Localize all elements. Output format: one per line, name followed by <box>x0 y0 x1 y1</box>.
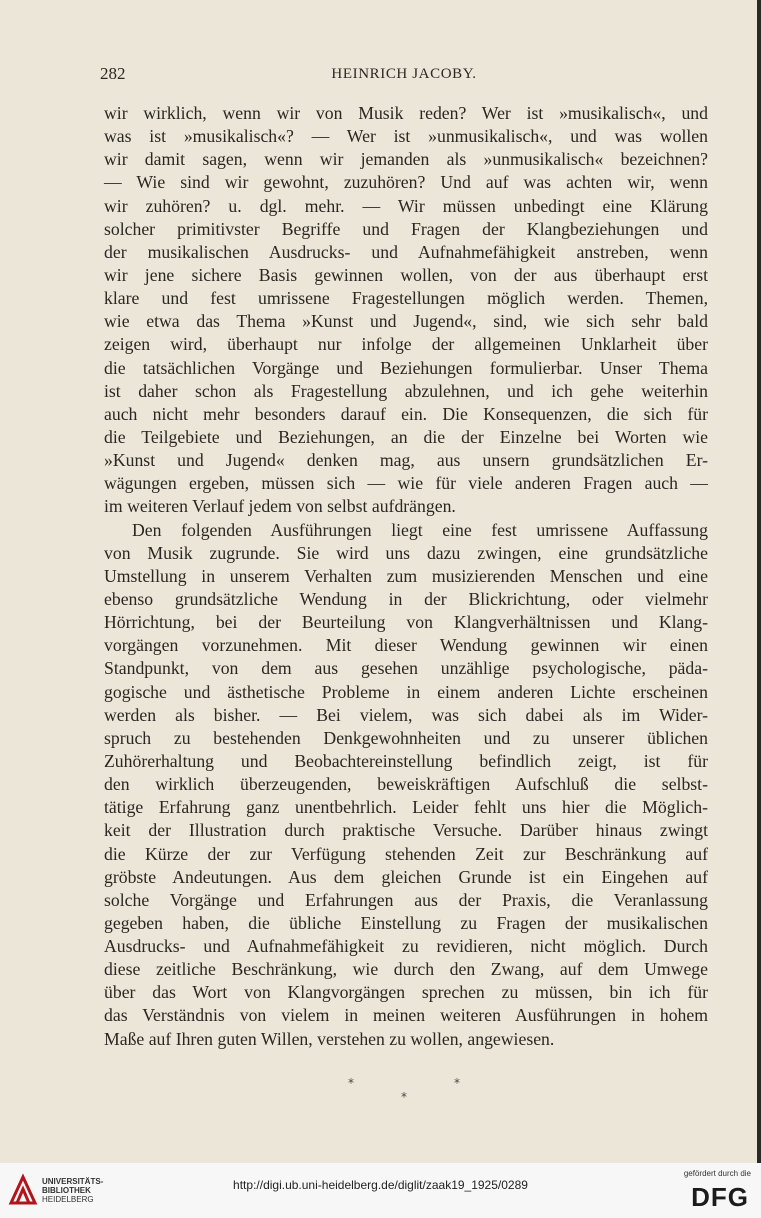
text-line: die tatsächlichen Vorgänge und Beziehungen formulierbar. Unser Thema <box>104 357 708 378</box>
text-line: »Kunst und Jugend« denken mag, aus unsern grundsätzlichen Er- <box>104 450 708 471</box>
text-line: über das Wort von Klangvorgängen sprechen zu müssen, bin ich für <box>104 982 708 1003</box>
text-line: Maße auf Ihren guten Willen, verstehen zu wollen, angewiesen. <box>104 1028 555 1049</box>
text-line: klare und fest umrissene Fragestellungen möglich werden. Themen, <box>104 288 708 309</box>
text-line: von Musik zugrunde. Sie wird uns dazu zwingen, eine grundsätzliche <box>104 542 708 563</box>
text-line: die Teilgebiete und Beziehungen, an die der Einzelne bei Worten wie <box>104 426 708 447</box>
ornament-star: * <box>348 1076 354 1090</box>
text-line: was ist »musikalisch«? — Wer ist »unmusikalisch«, und was wollen <box>104 126 708 147</box>
text-line: wir wirklich, wenn wir von Musik reden? Wer ist »musikalisch«, und <box>104 103 708 123</box>
text-line: tätige Erfahrung ganz unentbehrlich. Leider fehlt uns hier die Möglich- <box>104 797 708 818</box>
page-header <box>100 64 708 88</box>
text-line: zeigen wird, überhaupt nur infolge der allgemeinen Unklarheit über <box>104 334 708 355</box>
text-line: gegeben haben, die übliche Einstellung zu Fragen der musikalischen <box>104 912 708 933</box>
text-line: gröbste Andeutungen. Aus dem gleichen Grunde ist ein Eingehen auf <box>104 866 708 887</box>
permalink[interactable]: http://digi.ub.uni-heidelberg.de/diglit/zaak19_1925/0289 <box>233 1178 528 1192</box>
text-line: Zuhörerhaltung und Beobachtereinstellung befindlich zeigt, ist für <box>104 750 708 771</box>
dfg-logo: DFG <box>691 1182 749 1212</box>
viewer-footer <box>0 1163 761 1218</box>
text-line: werden als bisher. — Bei vielem, was sich dabei als im Wider- <box>104 704 708 725</box>
text-line: vorgängen vorzunehmen. Mit dieser Wendung gewinnen wir einen <box>104 635 708 656</box>
text-line: wir jene sichere Basis gewinnen wollen, von der aus überhaupt erst <box>104 264 708 285</box>
section-ornament <box>330 1076 480 1106</box>
text-line: auch nicht mehr besonders darauf ein. Die Konsequenzen, die sich für <box>104 403 708 424</box>
text-line: Hörrichtung, bei der Beurteilung von Klangverhältnissen und Klang- <box>104 612 708 633</box>
library-line-1: UNIVERSITÄTS- <box>42 1177 104 1186</box>
ornament-star: * <box>454 1076 460 1090</box>
running-head: HEINRICH JACOBY. <box>331 66 477 82</box>
text-line: der musikalischen Ausdrucks- und Aufnahmefähigkeit anstreben, wenn <box>104 241 708 262</box>
text-line: Standpunkt, von dem aus gesehen unzählige psychologische, päda- <box>104 658 708 679</box>
text-line: Umstellung in unserem Verhalten zum musizierenden Menschen und eine <box>104 565 708 586</box>
text-line: solcher primitivster Begriffe und Fragen der Klangbeziehungen und <box>104 218 708 239</box>
ornament-star: * <box>401 1090 407 1104</box>
text-line: gogische und ästhetische Probleme in einem anderen Lichte erscheinen <box>104 681 708 702</box>
page-edge <box>757 0 761 1163</box>
body-text <box>104 102 708 1051</box>
page-number: 282 <box>100 64 126 83</box>
text-line: solche Vorgänge und Erfahrungen aus der Praxis, die Veranlassung <box>104 889 708 910</box>
text-line: wägungen ergeben, müssen sich — wie für viele anderen Fragen auch — <box>104 473 708 494</box>
text-line: die Kürze der zur Verfügung stehenden Zeit zur Beschränkung auf <box>104 843 708 864</box>
library-line-3: HEIDELBERG <box>42 1195 94 1204</box>
text-line: Ausdrucks- und Aufnahmefähigkeit zu revidieren, nicht möglich. Durch <box>104 936 708 957</box>
text-line: wir damit sagen, wenn wir jemanden als »unmusikalisch« bezeichnen? <box>104 149 708 170</box>
text-line: wie etwa das Thema »Kunst und Jugend«, sind, wie sich sehr bald <box>104 311 708 332</box>
text-line: diese zeitliche Beschränkung, wie durch den Zwang, auf dem Umwege <box>104 959 708 980</box>
text-line: Den folgenden Ausführungen liegt eine fest umrissene Auffassung <box>132 519 708 540</box>
library-line-2: BIBLIOTHEK <box>42 1186 91 1195</box>
text-line: wir zuhören? u. dgl. mehr. — Wir müssen unbedingt eine Klärung <box>104 195 708 216</box>
text-line: den wirklich überzeugenden, beweiskräftigen Aufschluß die selbst- <box>104 774 708 795</box>
text-line: das Verständnis von vielem in meinen weiteren Ausführungen in hohem <box>104 1005 708 1026</box>
text-line: ebenso grundsätzliche Wendung in der Blickrichtung, oder vielmehr <box>104 588 708 609</box>
text-line: keit der Illustration durch praktische Versuche. Darüber hinaus zwingt <box>104 820 708 841</box>
text-line: ist daher schon als Fragestellung abzulehnen, und ich gehe weiterhin <box>104 380 708 401</box>
text-line: — Wie sind wir gewohnt, zuzuhören? Und auf was achten wir, wenn <box>104 172 708 193</box>
funding-note: gefördert durch die <box>683 1169 751 1178</box>
text-line: spruch zu bestehenden Denkgewohnheiten und zu unserer üblichen <box>104 727 708 748</box>
text-line: im weiteren Verlauf jedem von selbst aufdrängen. <box>104 496 456 517</box>
